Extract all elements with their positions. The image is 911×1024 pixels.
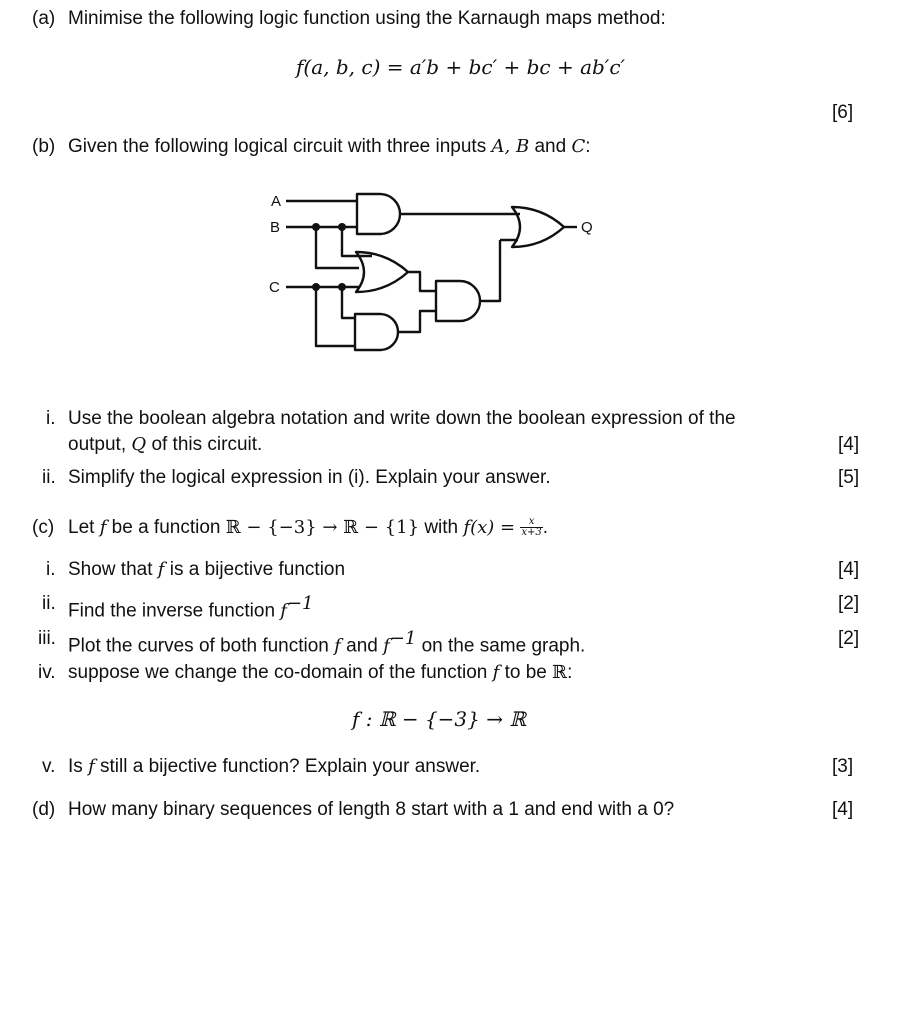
part-c-ii-label: ii. [42, 593, 56, 614]
part-a-question: Minimise the following logic function using the Karnaugh maps method: [68, 8, 666, 29]
and-gate-3 [436, 281, 480, 321]
part-c-iii-question: Plot the curves of both function f and $f^{-1}$ on the same graph. [68, 628, 586, 657]
part-c-iii-marks: [2] [838, 628, 860, 649]
part-b-i-label: i. [46, 408, 56, 429]
part-b-ii-question: Simplify the logical expression in (i). Explain your answer. [68, 467, 551, 488]
circuit-input-b-label: B [270, 219, 281, 236]
part-a-equation: f(a, b, c) = a′b + bc′ + bc + ab′c′ [296, 55, 626, 79]
part-c-i-marks: [4] [838, 559, 860, 580]
part-c-codomain-equation: f : ℝ − {−3} → ℝ [352, 707, 526, 731]
part-b-i-line1: Use the boolean algebra notation and write down the boolean expression of the [68, 408, 736, 429]
part-c-iv-label: iv. [38, 662, 56, 683]
and-gate-1 [357, 194, 400, 234]
part-c-ii-question: Find the inverse function $f^{-1}$ [68, 593, 314, 622]
part-c-domain: ℝ − {−3} → ℝ − {1} [225, 517, 420, 538]
part-d-marks: [4] [832, 799, 854, 820]
part-c-i-question: Show that f is a bijective function [68, 559, 346, 580]
part-d-label: (d) [32, 799, 56, 820]
part-c-ii-marks: [2] [838, 593, 860, 614]
part-c-v-marks: [3] [832, 756, 854, 777]
part-c-v-question: Is f still a bijective function? Explain your answer. [68, 756, 481, 777]
part-b-i-line2: output, Q of this circuit. [68, 434, 263, 455]
part-c-label: (c) [32, 517, 55, 538]
part-c-i-label: i. [46, 559, 56, 580]
part-b-ii-label: ii. [42, 467, 56, 488]
part-b-ii-marks: [5] [838, 467, 860, 488]
circuit-input-a-label: A [271, 193, 282, 210]
part-b-inputs: A, B [491, 136, 530, 157]
part-c-question: Let f be a function ℝ − {−3} → ℝ − {1} with f(x) = $\frac{x}{x+3}$ . [68, 516, 549, 539]
part-b-i-marks: [4] [838, 434, 860, 455]
and-gate-2 [355, 314, 398, 350]
part-d-question: How many binary sequences of length 8 start with a 1 and end with a 0? [68, 799, 675, 820]
logic-circuit-diagram [250, 182, 620, 357]
or-gate-1 [356, 252, 408, 292]
part-b-label: (b) [32, 136, 56, 157]
part-b-question: Given the following logical circuit with three inputs A, B and C: [68, 136, 591, 157]
circuit-input-c-label: C [269, 279, 280, 296]
part-c-iii-label: iii. [38, 628, 56, 649]
part-c-fraction: $\frac{x}{x+3}$ [521, 516, 542, 539]
part-c-iv-question: suppose we change the co-domain of the function f to be ℝ: [68, 662, 573, 683]
part-a-label: (a) [32, 8, 56, 29]
part-a-marks: [6] [832, 102, 854, 123]
part-c-v-label: v. [42, 756, 56, 777]
circuit-output-q-label: Q [581, 219, 593, 236]
